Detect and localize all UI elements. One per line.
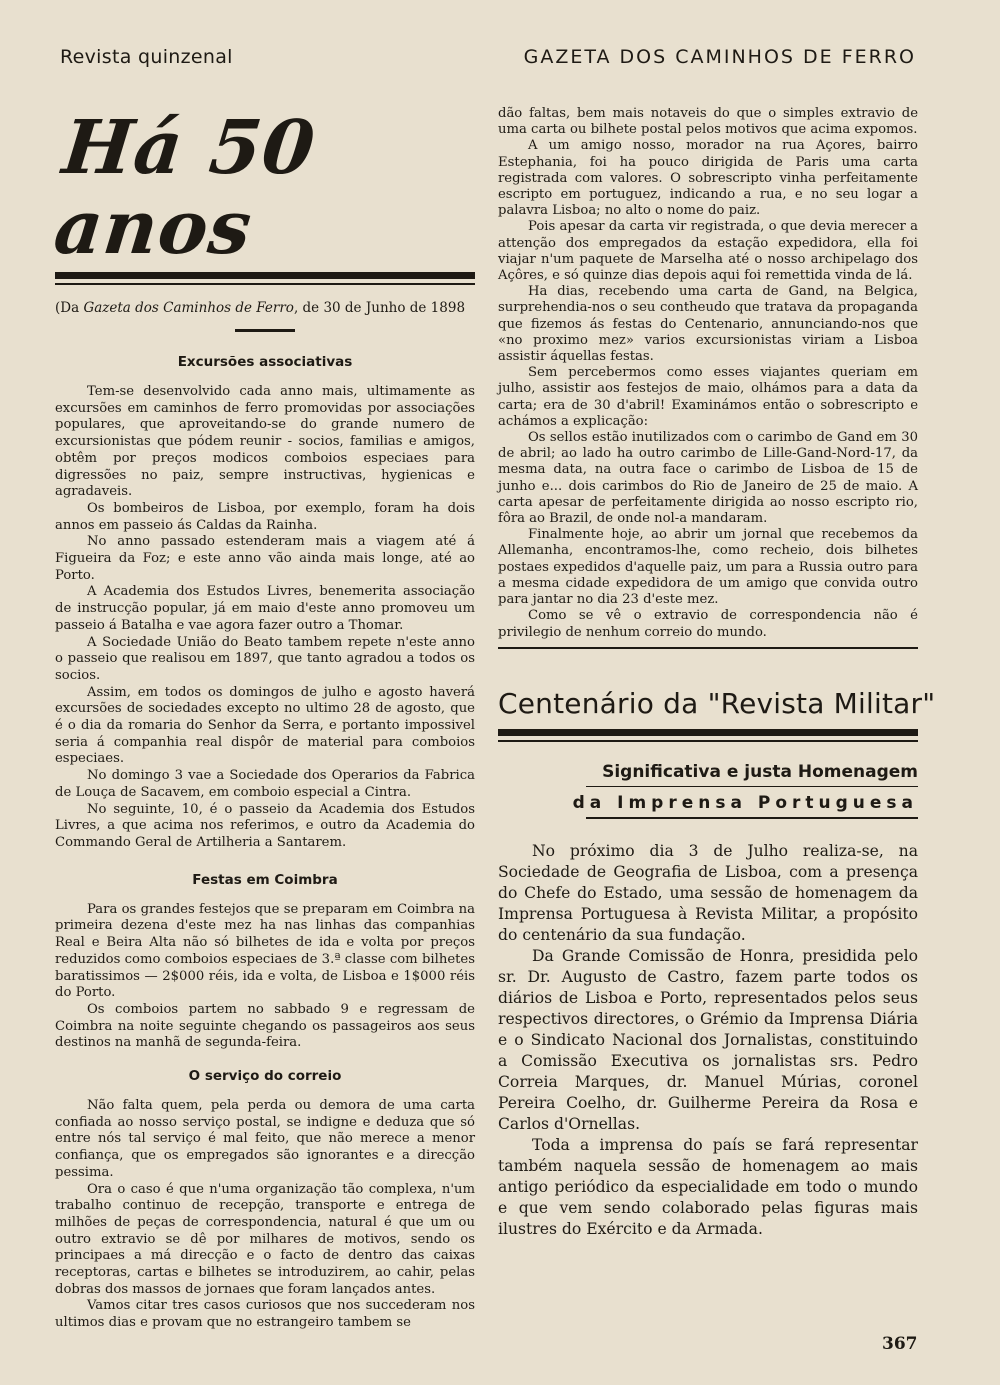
paragraph: A Academia dos Estudos Livres, benemerita associação de instrucção popular, já em maio d'este anno promoveu um passeio á Batalha e vae agora fazer outro a Thomar. bbox=[55, 584, 475, 633]
source-prefix: (Da bbox=[55, 300, 84, 316]
paragraph: Pois apesar da carta vir registrada, o que devia merecer a attenção dos empregados da estação expedidora, ella foi viajar n'um paquete de Marselha até o nosso archipelago dos Açôres, e só quinze dias depois aqui foi remettida vinda de lá. bbox=[498, 219, 918, 284]
section-title-centenario: Centenário da "Revista Militar" bbox=[498, 686, 936, 720]
page-number: 367 bbox=[882, 1334, 918, 1354]
subtitle-line-1: Significativa e justa Homenagem bbox=[602, 761, 918, 782]
title-rule-thin bbox=[55, 283, 475, 285]
title-rule-thick bbox=[55, 272, 475, 279]
subtitle-line-2: da Imprensa Portuguesa bbox=[572, 793, 918, 814]
subtitle-rule bbox=[586, 786, 918, 788]
paragraph: Não falta quem, pela perda ou demora de uma carta confiada ao nosso serviço postal, se indigne e deduza que só entre nós tal serviço é mal feito, que não merece a menor confiança, que os empregados são ignorantes e a direcção pessima. bbox=[55, 1098, 475, 1180]
paragraph: Sem percebermos como esses viajantes queriam em julho, assistir aos festejos de maio, olhámos para a data da carta; era de 30 d'abril! Examinámos então o sobrescripto e achámos a explicação: bbox=[498, 365, 918, 429]
paragraph: No domingo 3 vae a Sociedade dos Operarios da Fabrica de Louça de Sacavem, em comboio especial a Cintra. bbox=[55, 768, 475, 800]
paragraph: Para os grandes festejos que se preparam em Coimbra na primeira dezena d'este mez ha nas linhas das companhias Real e Beira Alta não só bilhetes de ida e volta por preços reduzidos como comboios especiaes de 3.ª classe com bilhetes baratissimos — 2$000 réis, ida e volta, de Lisboa e 1$000 réis do Porto. bbox=[55, 901, 475, 1001]
section-title-festas: Festas em Coimbra bbox=[192, 871, 338, 888]
header-right: GAZETA DOS CAMINHOS DE FERRO bbox=[523, 46, 916, 68]
article-title: Há 50 anos bbox=[50, 105, 320, 271]
paragraph: No próximo dia 3 de Julho realiza-se, na Sociedade de Geografia de Lisboa, com a presença do Chefe do Estado, uma sessão de homenagem da Imprensa Portuguesa à Revista Militar, a propósito do centenário da sua fundação. bbox=[498, 841, 918, 944]
paragraph: Como se vê o extravio de correspondencia não é privilegio de nenhum correio do mundo. bbox=[498, 608, 918, 640]
paragraph: A Sociedade União do Beato tambem repete n'este anno o passeio que realisou em 1897, que tanto agradou a todos os socios. bbox=[55, 634, 475, 683]
source-italic: Gazeta dos Caminhos de Ferro bbox=[83, 300, 294, 316]
paragraph: Ora o caso é que n'uma organização tão complexa, n'um trabalho continuo de recepção, transporte e entrega de milhões de peças de correspondencia, natural é que um ou outro extravio se dê por milhares de motivos, sendo os principaes a má direcção e o facto de dentro das caixas receptoras, cartas e bilhetes se introduzirem, ao cahir, pelas dobras dos massos de jornaes que foram lançados antes. bbox=[55, 1181, 475, 1297]
paragraph: Tem-se desenvolvido cada anno mais, ultimamente as excursões em caminhos de ferro promovidas por associações populares, que aproveitando-se do grande numero de excursionistas que pódem reunir - socios, familias e amigos, obtêm por preços modicos comboios especiaes para digressões no paiz, sempre instructivas, hygienicas e agradaveis. bbox=[55, 384, 475, 500]
divider-short bbox=[235, 329, 295, 332]
paragraph: A um amigo nosso, morador na rua Açores, bairro Estephania, foi ha pouco dirigida de Paris uma carta registrada com valores. O sobrescripto vinha perfeitamente escripto em portuguez, indicando a rua, e no seu logar a palavra Lisboa; no alto o nome do paiz. bbox=[498, 138, 918, 219]
paragraph: No seguinte, 10, é o passeio da Academia dos Estudos Livres, a que acima nos referimos, e outro da Academia do Commando Geral de Artilheria a Santarem. bbox=[55, 801, 475, 850]
paragraph: Os bombeiros de Lisboa, por exemplo, foram ha dois annos em passeio ás Caldas da Rainha. bbox=[55, 500, 475, 533]
section-title-excursoes: Excursões associativas bbox=[177, 354, 353, 370]
source-line bbox=[55, 299, 475, 317]
section-title-correio: O serviço do correio bbox=[188, 1068, 342, 1085]
paragraph: Vamos citar tres casos curiosos que nos succederam nos ultimos dias e provam que no estrangeiro tambem se bbox=[55, 1298, 475, 1331]
section-rule-thick bbox=[498, 729, 918, 736]
paragraph: Da Grande Comissão de Honra, presidida pelo sr. Dr. Augusto de Castro, fazem parte todos os diários de Lisboa e Porto, representados pelos seus respectivos directores, o Grémio da Imprensa Diária e o Sindicato Nacional dos Jornalistas, constituindo a Comissão Executiva os jornalistas srs. Pedro Correia Marques, dr. Manuel Múrias, coronel Pereira Coelho, dr. Guilherme Pereira da Rosa e Carlos d'Ornellas. bbox=[498, 946, 918, 1133]
header-left: Revista quinzenal bbox=[60, 46, 233, 68]
paragraph: dão faltas, bem mais notaveis do que o simples extravio de uma carta ou bilhete postal pelos motivos que acima expomos. bbox=[498, 106, 918, 138]
left-column bbox=[50, 100, 475, 1332]
right-column bbox=[498, 106, 936, 1240]
paragraph: Os sellos estão inutilizados com o carimbo de Gand em 30 de abril; ao lado ha outro carimbo de Lille-Gand-Nord-17, da mesma data, na outra face o carimbo de Lisboa de 15 de junho e... dois carimbos do Rio de Janeiro de 25 de maio. A carta apesar de perfeitamente dirigida ao nosso escripto rio, fôra ao Brazil, de onde nol-a mandaram. bbox=[498, 430, 918, 527]
source-suffix: , de 30 de Junho de 1898 bbox=[293, 300, 466, 316]
paragraph: No anno passado estenderam mais a viagem até á Figueira da Foz; e este anno vão ainda mais longe, até ao Porto. bbox=[55, 534, 475, 583]
paragraph: Finalmente hoje, ao abrir um jornal que recebemos da Allemanha, encontramos-lhe, como recheio, dois bilhetes postaes expedidos d'aquelle paiz, um para a Russia outro para a mesma cidade expedidora de um amigo que convida outro para jantar no dia 23 d'este mez. bbox=[498, 527, 918, 608]
paragraph: Ha dias, recebendo uma carta de Gand, na Belgica, surprehendia-nos o seu contheudo que tratava da propaganda que fizemos ás festas do Centenario, annunciando-nos que «no proximo mez» varios excursionistas viriam a Lisboa assistir áquellas festas. bbox=[498, 284, 918, 365]
paragraph: Assim, em todos os domingos de julho e agosto haverá excursões de sociedades excepto no ultimo 28 de agosto, que é o dia da romaria do Senhor da Serra, e portanto impossivel seria á companhia real dispôr de material para comboios especiaes. bbox=[55, 684, 475, 767]
paragraph: Toda a imprensa do país se fará representar também naquela sessão de homenagem ao mais antigo periódico da especialidade em todo o mundo e que vem sendo colaborado pelas figuras mais ilustres do Exército e da Armada. bbox=[498, 1135, 918, 1238]
paragraph: Os comboios partem no sabbado 9 e regressam de Coimbra na noite seguinte chegando os passageiros aos seus destinos na manhã de segunda-feira. bbox=[55, 1001, 475, 1051]
